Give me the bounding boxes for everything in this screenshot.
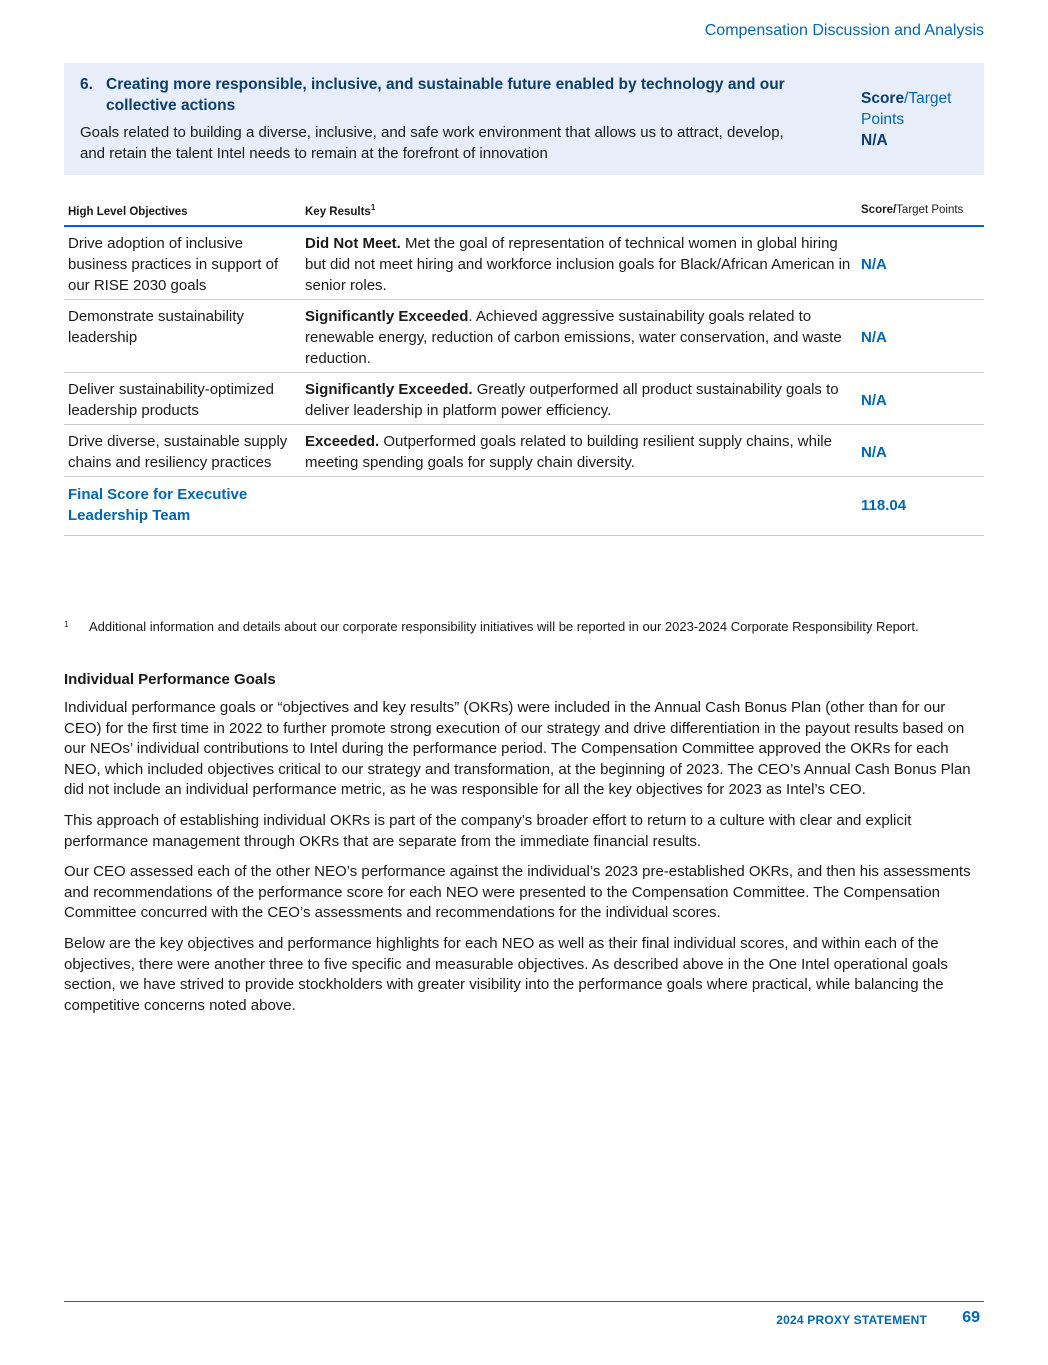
goal-score-label-bold: Score — [861, 90, 905, 107]
row-objective: Drive adoption of inclusive business practices in support of our RISE 2030 goals — [64, 226, 301, 300]
row-result-lead: Significantly Exceeded — [305, 308, 469, 325]
row-result-text: . Achieved aggressive sustainability goals related to renewable energy, reduction of carbon emissions, water conservation, and waste reduction. — [305, 308, 842, 367]
header-objectives: High Level Objectives — [64, 192, 301, 226]
row-result-text: Greatly outperformed all product sustainability goals to deliver leadership in platform power efficiency. — [305, 381, 839, 419]
footnote — [64, 618, 964, 636]
footnote-text: Additional information and details about our corporate responsibility initiatives will be reported in our 2023-2024 Corporate Responsibility Report. — [89, 619, 919, 634]
row-result-text: Outperformed goals related to building resilient supply chains, while meeting spending goals for supply chain diversity. — [305, 433, 832, 471]
goal-title: Creating more responsible, inclusive, and sustainable future enabled by technology and our collective actions — [106, 76, 785, 114]
header-score-rest: Target Points — [896, 204, 964, 216]
final-score-row — [64, 477, 984, 536]
table-row — [64, 425, 984, 477]
row-result — [301, 425, 857, 477]
row-score: N/A — [857, 425, 984, 477]
table-header-row — [64, 192, 984, 226]
row-score: N/A — [857, 373, 984, 425]
footnote-mark: 1 — [64, 620, 69, 629]
goal-number: 6. — [80, 76, 93, 93]
header-key-results — [301, 192, 857, 226]
table-row — [64, 300, 984, 373]
header-footnote-mark: 1 — [370, 203, 376, 213]
section-title: Compensation Discussion and Analysis — [704, 22, 984, 39]
goal-description: Goals related to building a diverse, inclusive, and safe work environment that allows us to attract, develop, and retain the talent Intel needs to remain at the forefront of innovation — [80, 124, 784, 162]
body-section — [64, 670, 986, 1026]
row-score: N/A — [857, 300, 984, 373]
table-row — [64, 226, 984, 300]
goal-heading — [80, 74, 830, 116]
section-heading: Individual Performance Goals — [64, 671, 276, 688]
row-result — [301, 300, 857, 373]
row-objective: Drive diverse, sustainable supply chains and resiliency practices — [64, 425, 301, 477]
row-result — [301, 373, 857, 425]
header-score-bold: Score/ — [861, 204, 897, 216]
footer-label: 2024 PROXY STATEMENT — [776, 1313, 927, 1327]
row-objective: Deliver sustainability-optimized leadership products — [64, 373, 301, 425]
header-score — [857, 192, 984, 226]
final-score-value: 118.04 — [857, 477, 984, 536]
key-results-table — [64, 192, 984, 536]
page-number: 69 — [962, 1309, 980, 1326]
goal-summary-box — [64, 63, 984, 175]
row-result-lead: Significantly Exceeded. — [305, 381, 473, 398]
footer-divider — [64, 1301, 984, 1302]
goal-score — [861, 88, 981, 151]
row-objective: Demonstrate sustainability leadership — [64, 300, 301, 373]
row-result — [301, 226, 857, 300]
body-paragraph: Individual performance goals or “objectives and key results” (OKRs) were included in the Annual Cash Bonus Plan (other than for our CEO) for the first time in 2022 to further promote strong execution of our strategy and drive differentiation in the payout results based on our NEOs’ individual contributions to Intel during the performance period. The Compensation Committee approved the OKRs for each NEO, which included objectives critical to our strategy and transformation, at the beginning of 2023. The CEO’s Annual Cash Bonus Plan did not include an individual performance metric, as he was responsible for all the key objectives for 2023 as Intel’s CEO. — [64, 699, 971, 799]
body-paragraph: This approach of establishing individual OKRs is part of the company’s broader effort to return to a culture with clear and explicit performance management through OKRs that are separate from the immediate financial results. — [64, 811, 912, 850]
row-result-lead: Exceeded. — [305, 433, 380, 450]
header-key-results-label: Key Results — [305, 206, 371, 218]
row-result-text: Met the goal of representation of technical women in global hiring but did not meet hiring and workforce inclusion goals for Black/African American in senior roles. — [305, 235, 851, 294]
row-score: N/A — [857, 226, 984, 300]
goal-score-label-rest: /Target Points — [861, 90, 952, 128]
final-score-empty — [301, 477, 857, 536]
body-paragraph: Our CEO assessed each of the other NEO’s performance against the individual’s 2023 pre-established OKRs, and then his assessments and recommendations of the performance score for each NEO were presented to the Compensation Committee. The Compensation Committee concurred with the CEO’s assessments and recommendations for the individual scores. — [64, 863, 971, 922]
body-paragraph: Below are the key objectives and performance highlights for each NEO as well as their final individual scores, and within each of the objectives, there were another three to five specific and measurable objectives. As described above in the One Intel operational goals section, we have strived to provide stockholders with greater visibility into the performance goals where practical, while balancing the competitive concerns noted above. — [64, 934, 948, 1014]
final-score-label: Final Score for Executive Leadership Team — [64, 477, 301, 536]
goal-score-value: N/A — [861, 132, 888, 149]
table-row — [64, 373, 984, 425]
row-result-lead: Did Not Meet. — [305, 235, 401, 252]
